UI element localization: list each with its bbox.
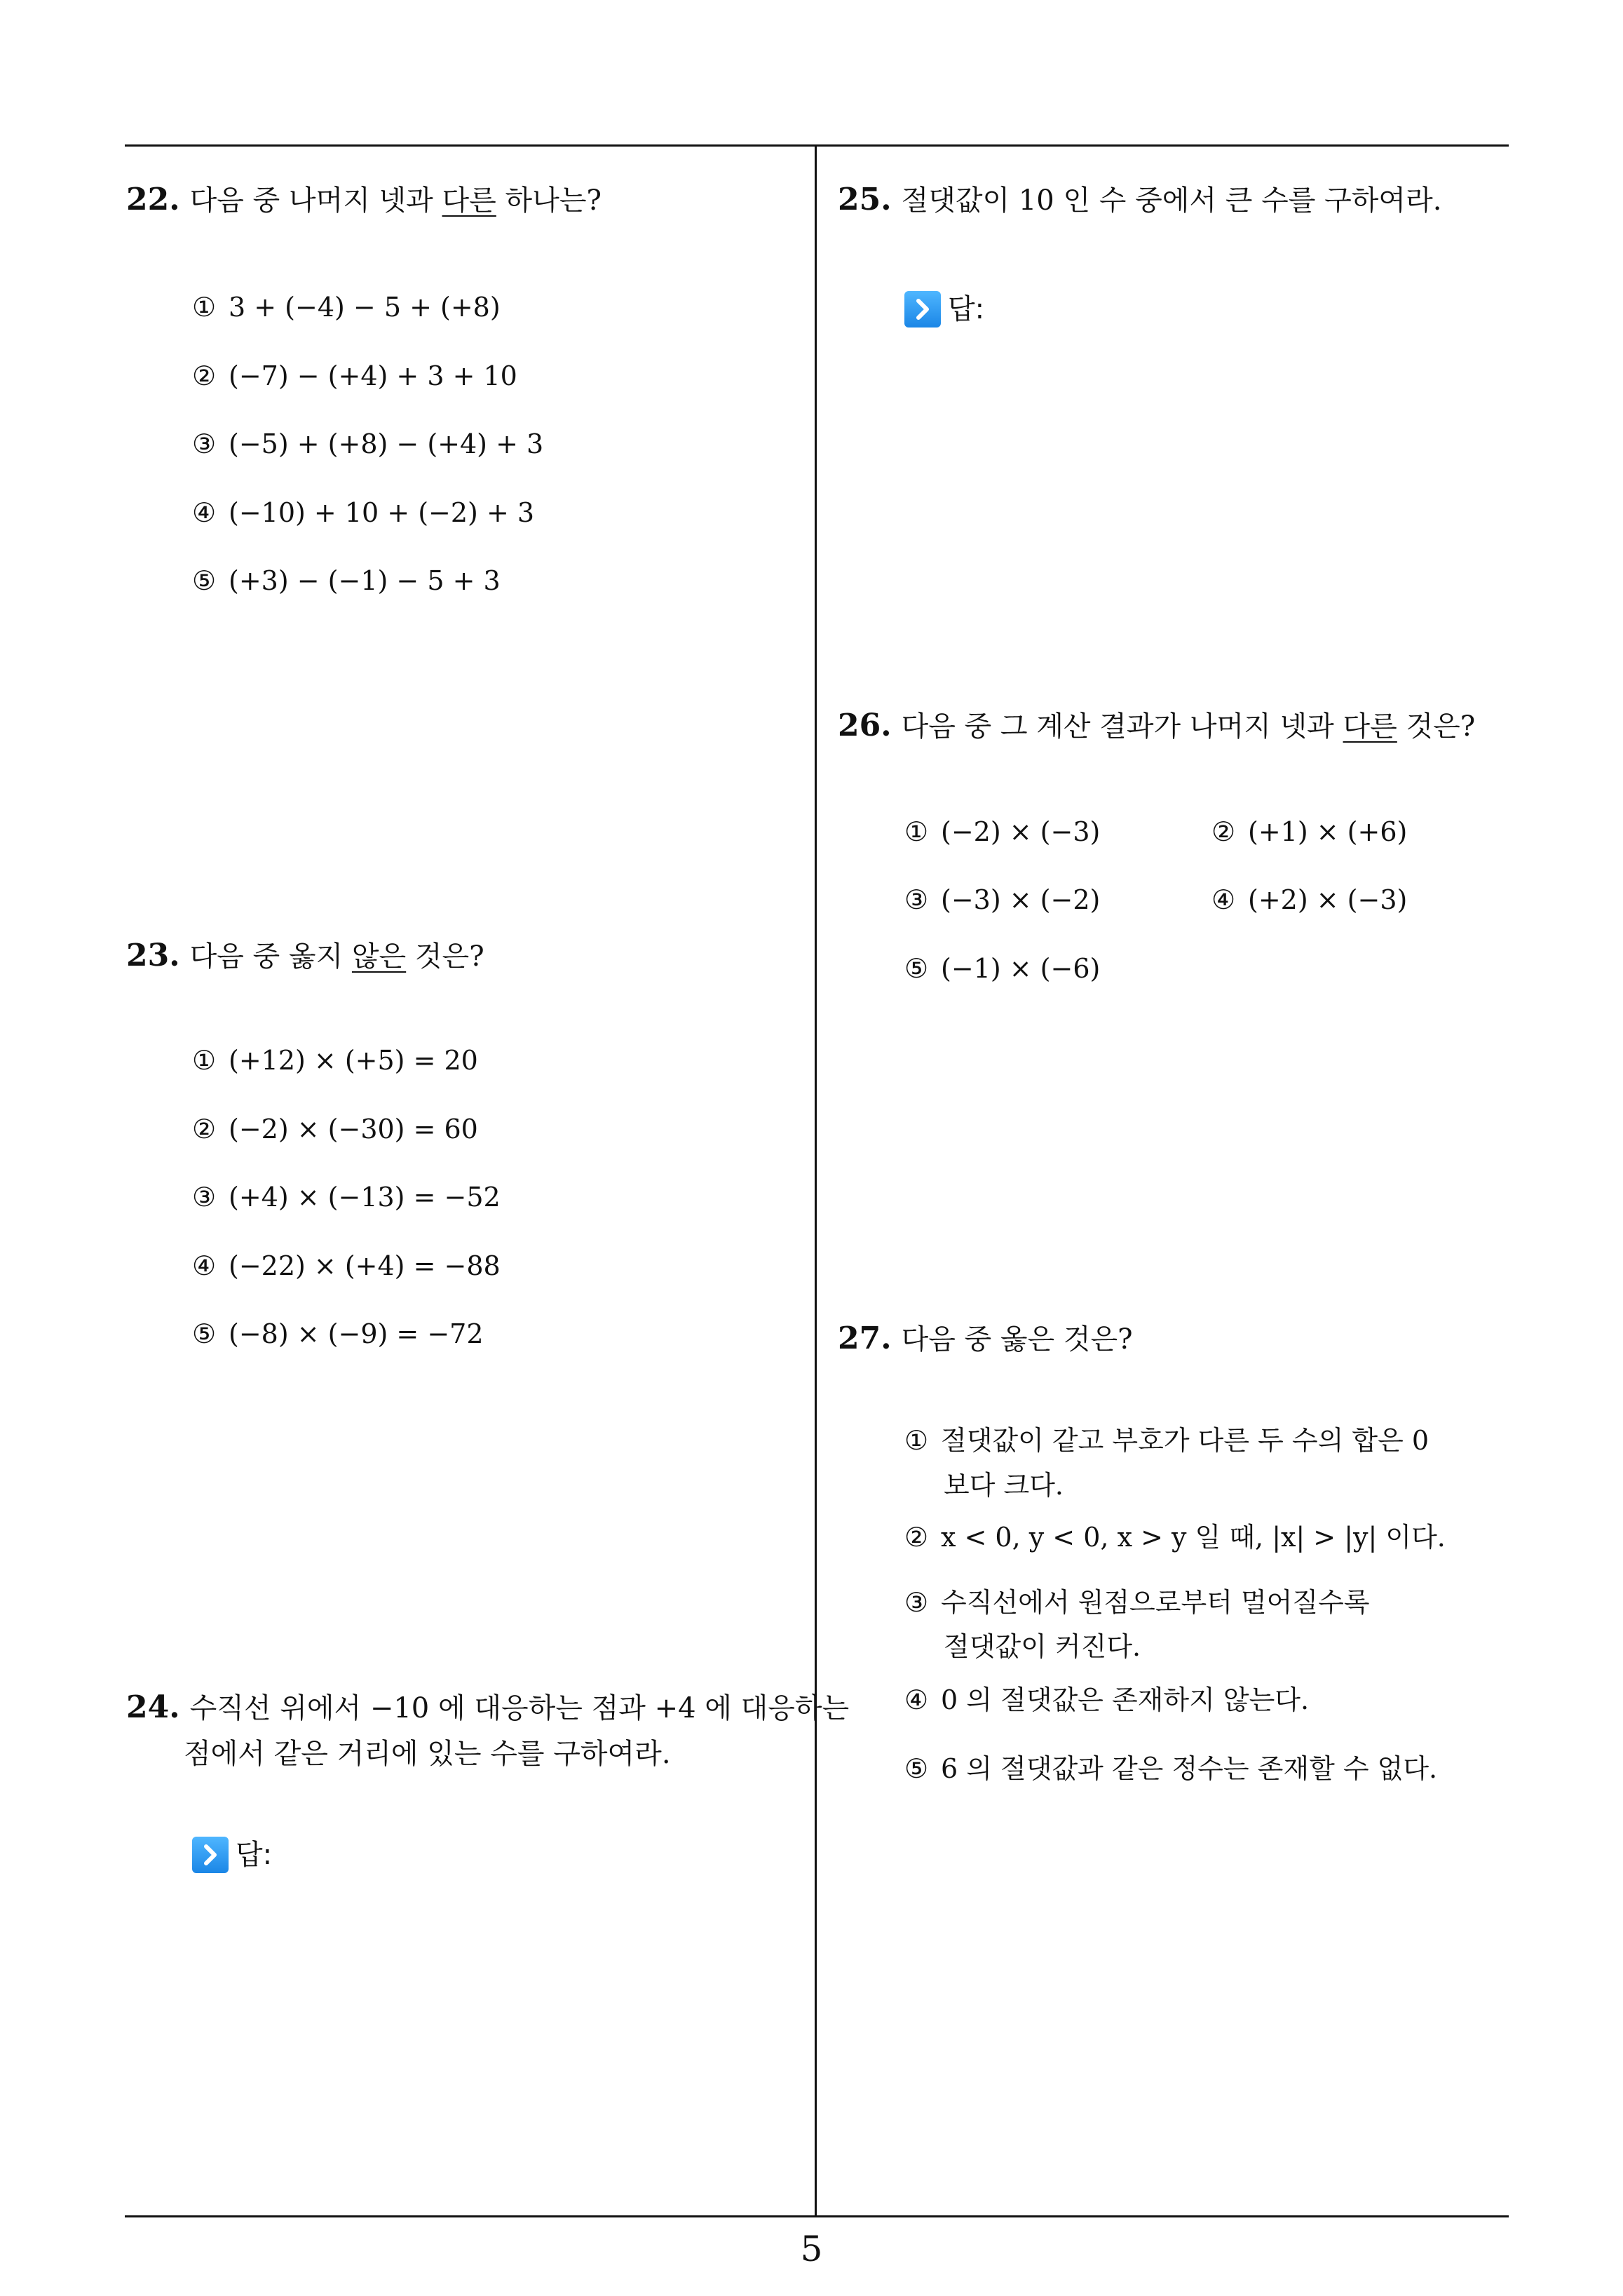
option-mark: ⑤ — [192, 1318, 217, 1349]
q27-option-3-line-2: 절댓값이 커진다. — [944, 1631, 1141, 1662]
option-text: (−2) × (−3) — [941, 816, 1101, 847]
option-text: (+1) × (+6) — [1248, 816, 1408, 847]
option-mark: ② — [192, 1114, 217, 1144]
q26-option-2[interactable] — [1211, 811, 1407, 853]
answer-arrow-icon — [904, 291, 941, 327]
q22-option-5[interactable] — [192, 560, 501, 602]
option-mark: ② — [904, 1522, 929, 1553]
question-24-line-1: 수직선 위에서 −10 에 대응하는 점과 +4 에 대응하는 — [189, 1692, 850, 1724]
bottom-rule — [125, 2215, 1509, 2217]
q23-option-1[interactable] — [192, 1039, 478, 1081]
option-mark: ① — [904, 1425, 929, 1456]
q27-option-1-line-2: 보다 크다. — [944, 1470, 1064, 1501]
question-22-number: 22. — [126, 182, 180, 217]
q27-option-2[interactable] — [904, 1516, 1446, 1558]
question-25-text: 절댓값이 10 인 수 중에서 큰 수를 구하여라. — [901, 184, 1442, 217]
option-text: (+2) × (−3) — [1248, 884, 1408, 915]
q26-option-1[interactable] — [904, 811, 1100, 853]
option-text: (+4) × (−13) = −52 — [229, 1182, 501, 1213]
answer-label: 답: — [236, 1839, 273, 1871]
q22-option-3[interactable] — [192, 423, 543, 465]
option-mark: ④ — [1211, 884, 1236, 915]
question-27-text: 다음 중 옳은 것은? — [901, 1323, 1133, 1356]
option-mark: ④ — [192, 497, 217, 528]
answer-arrow-icon — [192, 1837, 229, 1873]
question-26-number: 26. — [838, 708, 892, 743]
question-23-text-after: 것은? — [406, 940, 484, 973]
option-text: (−1) × (−6) — [941, 953, 1101, 984]
option-mark: ③ — [192, 428, 217, 459]
option-mark: ③ — [192, 1182, 217, 1213]
option-mark: ② — [1211, 816, 1236, 847]
option-mark: ④ — [192, 1250, 217, 1281]
question-26-text-before: 다음 중 그 계산 결과가 나머지 넷과 — [901, 710, 1343, 743]
option-text: 0 의 절댓값은 존재하지 않는다. — [941, 1684, 1310, 1715]
question-22-stem — [126, 177, 602, 224]
q26-option-5[interactable] — [904, 947, 1100, 990]
q26-option-3[interactable] — [904, 879, 1100, 921]
question-23-number: 23. — [126, 938, 180, 973]
answer-label: 답: — [948, 293, 985, 325]
question-23-text-before: 다음 중 옳지 — [189, 940, 352, 973]
option-mark: ⑤ — [904, 1753, 929, 1784]
question-27-stem — [838, 1316, 1133, 1363]
question-22-underlined: 다른 — [442, 184, 496, 217]
option-mark: ④ — [904, 1684, 929, 1715]
q27-option-4[interactable] — [904, 1679, 1309, 1721]
option-mark: ⑤ — [192, 565, 217, 596]
option-mark: ③ — [904, 1587, 929, 1618]
option-text: (−3) × (−2) — [941, 884, 1101, 915]
option-mark: ① — [904, 816, 929, 847]
option-mark: ① — [192, 292, 217, 323]
option-text: 수직선에서 원점으로부터 멀어질수록 — [941, 1587, 1370, 1618]
q23-option-5[interactable] — [192, 1313, 484, 1355]
question-23-underlined: 않은 — [351, 940, 407, 973]
q23-option-3[interactable] — [192, 1176, 501, 1218]
column-divider — [815, 146, 817, 2217]
option-text: (−5) + (+8) − (+4) + 3 — [229, 428, 544, 459]
question-26-underlined: 다른 — [1343, 710, 1397, 743]
option-text: (−7) − (+4) + 3 + 10 — [229, 360, 517, 391]
option-text: 6 의 절댓값과 같은 정수는 존재할 수 없다. — [941, 1753, 1438, 1784]
question-25-stem — [838, 177, 1441, 224]
top-rule — [125, 144, 1509, 147]
question-24-answer[interactable] — [192, 1833, 272, 1875]
option-text: (+3) − (−1) − 5 + 3 — [229, 565, 501, 596]
option-mark: ③ — [904, 884, 929, 915]
option-text: (+12) × (+5) = 20 — [229, 1045, 478, 1076]
option-mark: ① — [192, 1045, 217, 1076]
question-22-text-after: 하나는? — [496, 184, 602, 217]
question-27-number: 27. — [838, 1321, 892, 1356]
option-mark: ⑤ — [904, 953, 929, 984]
question-26-text-after: 것은? — [1397, 710, 1476, 743]
q27-option-3[interactable] — [904, 1581, 1370, 1623]
q22-option-1[interactable] — [192, 286, 501, 328]
q27-option-5[interactable] — [904, 1748, 1437, 1790]
q26-option-4[interactable] — [1211, 879, 1407, 921]
question-24-line-2: 점에서 같은 거리에 있는 수를 구하여라. — [184, 1738, 671, 1770]
question-25-number: 25. — [838, 182, 892, 217]
q22-option-4[interactable] — [192, 492, 534, 534]
q23-option-4[interactable] — [192, 1245, 501, 1287]
question-23-stem — [126, 933, 484, 980]
question-24-stem — [126, 1684, 849, 1731]
question-24-number: 24. — [126, 1689, 180, 1725]
option-text: (−22) × (+4) = −88 — [229, 1250, 501, 1281]
q22-option-2[interactable] — [192, 355, 517, 397]
q27-option-1[interactable] — [904, 1419, 1429, 1461]
option-mark: ② — [192, 360, 217, 391]
option-text: (−8) × (−9) = −72 — [229, 1318, 484, 1349]
option-text: 절댓값이 같고 부호가 다른 두 수의 합은 0 — [941, 1425, 1430, 1456]
question-26-stem — [838, 703, 1475, 750]
q23-option-2[interactable] — [192, 1108, 478, 1150]
question-25-answer[interactable] — [904, 288, 984, 329]
option-text: (−10) + 10 + (−2) + 3 — [229, 497, 535, 528]
question-22-text-before: 다음 중 나머지 넷과 — [189, 184, 442, 217]
page-number: 5 — [800, 2229, 823, 2269]
option-text: x < 0, y < 0, x > y 일 때, |x| > |y| 이다. — [941, 1522, 1446, 1553]
option-text: 3 + (−4) − 5 + (+8) — [229, 292, 501, 323]
option-text: (−2) × (−30) = 60 — [229, 1114, 478, 1144]
